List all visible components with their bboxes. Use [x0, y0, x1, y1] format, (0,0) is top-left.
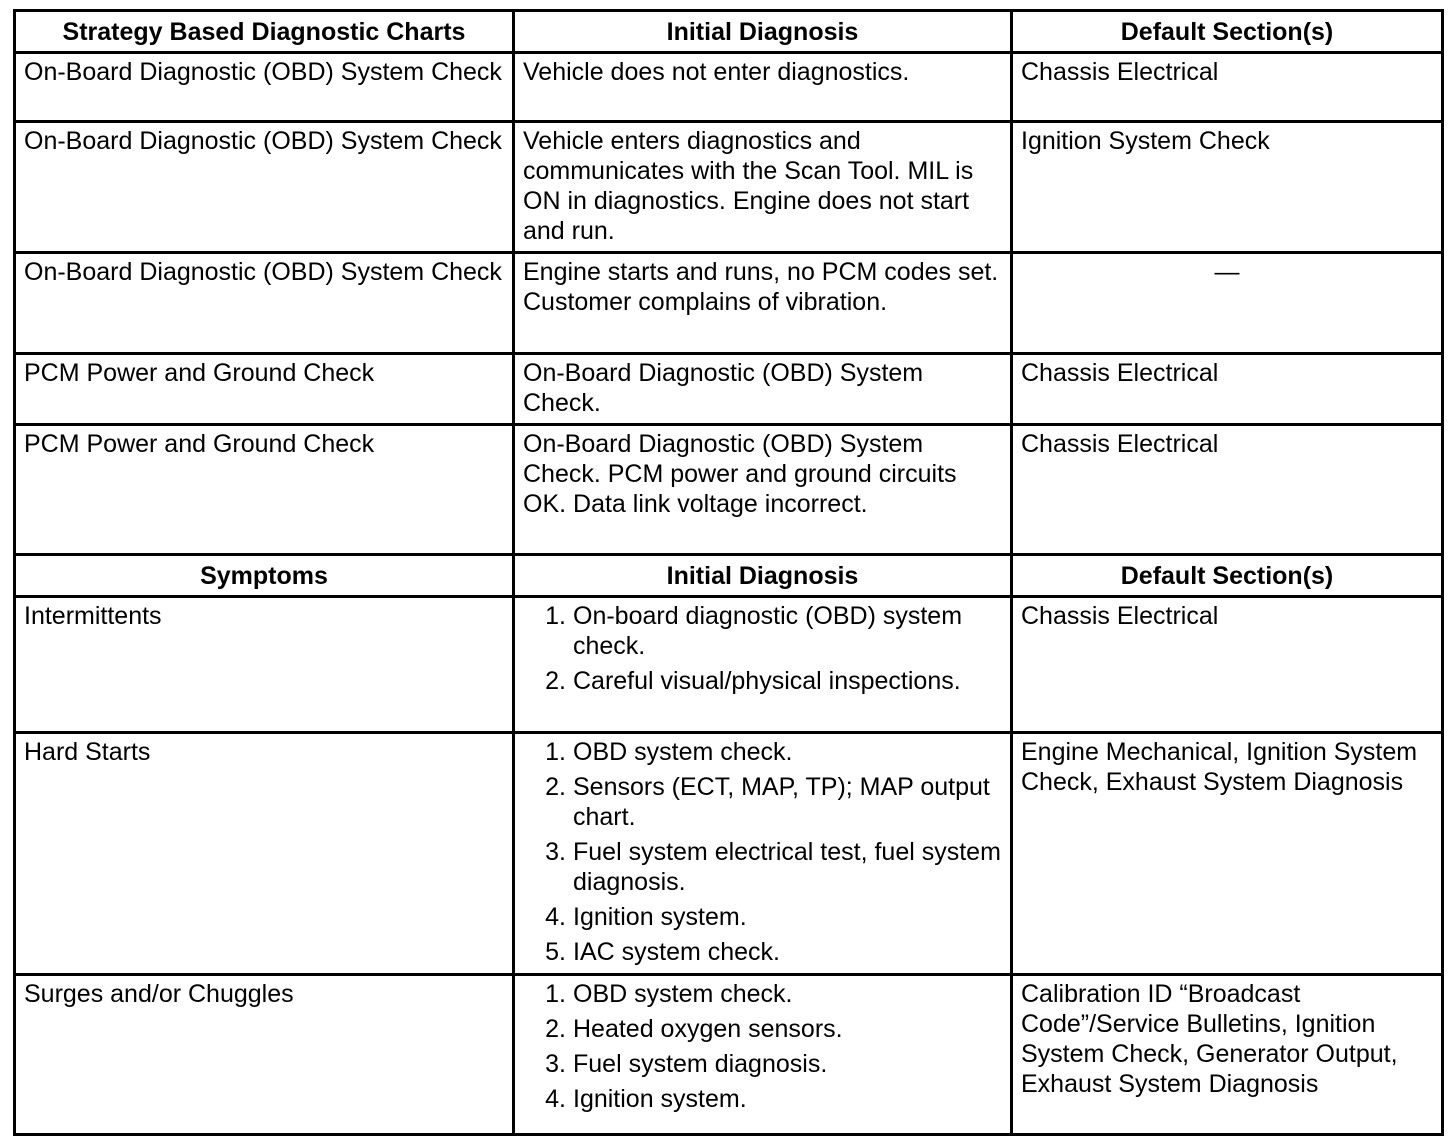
symptom-cell: Hard Starts: [15, 733, 514, 975]
table-row: [15, 425, 1443, 555]
section-cell: Chassis Electrical: [1012, 354, 1443, 425]
diagnosis-step: IAC system check.: [573, 938, 780, 966]
header-row-symptoms: [15, 555, 1443, 597]
section-cell: Ignition System Check: [1012, 122, 1443, 253]
table-row: [15, 253, 1443, 354]
diagnosis-steps-cell: [514, 733, 1012, 975]
diagnosis-steps: [523, 737, 1002, 967]
diagnosis-step: OBD system check.: [573, 738, 793, 766]
symptom-cell: Intermittents: [15, 597, 514, 733]
chart-cell: On-Board Diagnostic (OBD) System Check: [15, 122, 514, 253]
diagnosis-step: Careful visual/physical inspections.: [573, 667, 961, 695]
section-cell: Chassis Electrical: [1012, 53, 1443, 122]
section-cell: Chassis Electrical: [1012, 597, 1443, 733]
diagnosis-steps-cell: [514, 975, 1012, 1135]
diagnosis-step: Ignition system.: [573, 903, 747, 931]
table-row: [15, 975, 1443, 1135]
header-strategy-charts: Strategy Based Diagnostic Charts: [15, 11, 514, 53]
section-cell: Engine Mechanical, Ignition System Check, Exhaust System Diagnosis: [1012, 733, 1443, 975]
diagnosis-cell: On-Board Diagnostic (OBD) System Check. PCM power and ground circuits OK. Data link voltage incorrect.: [514, 425, 1012, 555]
header-default-sections: Default Section(s): [1012, 555, 1443, 597]
diagnosis-step: Sensors (ECT, MAP, TP); MAP output chart.: [573, 773, 990, 831]
diagnosis-step: Heated oxygen sensors.: [573, 1015, 843, 1043]
chart-cell: PCM Power and Ground Check: [15, 354, 514, 425]
symptom-cell: Surges and/or Chuggles: [15, 975, 514, 1135]
diagnosis-cell: Vehicle does not enter diagnostics.: [514, 53, 1012, 122]
diagnosis-steps: [523, 979, 1002, 1114]
header-symptoms: Symptoms: [15, 555, 514, 597]
section-cell-empty: —: [1012, 253, 1443, 354]
table-row: [15, 122, 1443, 253]
diagnosis-step: Ignition system.: [573, 1085, 747, 1113]
chart-cell: On-Board Diagnostic (OBD) System Check: [15, 53, 514, 122]
header-initial-diagnosis: Initial Diagnosis: [514, 11, 1012, 53]
diagnosis-steps-cell: [514, 597, 1012, 733]
table-row: [15, 53, 1443, 122]
section-cell: Chassis Electrical: [1012, 425, 1443, 555]
diagnosis-cell: Engine starts and runs, no PCM codes set. Customer complains of vibration.: [514, 253, 1012, 354]
diagnosis-cell: Vehicle enters diagnostics and communicates with the Scan Tool. MIL is ON in diagnostics. Engine does not start and run.: [514, 122, 1012, 253]
chart-cell: PCM Power and Ground Check: [15, 425, 514, 555]
diagnosis-step: Fuel system electrical test, fuel system diagnosis.: [573, 838, 1001, 896]
section-cell: Calibration ID “Broadcast Code”/Service Bulletins, Ignition System Check, Generator Output, Exhaust System Diagnosis: [1012, 975, 1443, 1135]
diagnosis-step: Fuel system diagnosis.: [573, 1050, 828, 1078]
table-row: [15, 597, 1443, 733]
header-initial-diagnosis: Initial Diagnosis: [514, 555, 1012, 597]
diagnostic-table: [13, 9, 1444, 1136]
diagnosis-step: OBD system check.: [573, 980, 793, 1008]
table-row: [15, 354, 1443, 425]
header-default-sections: Default Section(s): [1012, 11, 1443, 53]
table-row: [15, 733, 1443, 975]
header-row-charts: [15, 11, 1443, 53]
diagnosis-step: On-board diagnostic (OBD) system check.: [573, 602, 963, 660]
diagnosis-steps: [523, 601, 1002, 696]
diagnosis-cell: On-Board Diagnostic (OBD) System Check.: [514, 354, 1012, 425]
chart-cell: On-Board Diagnostic (OBD) System Check: [15, 253, 514, 354]
